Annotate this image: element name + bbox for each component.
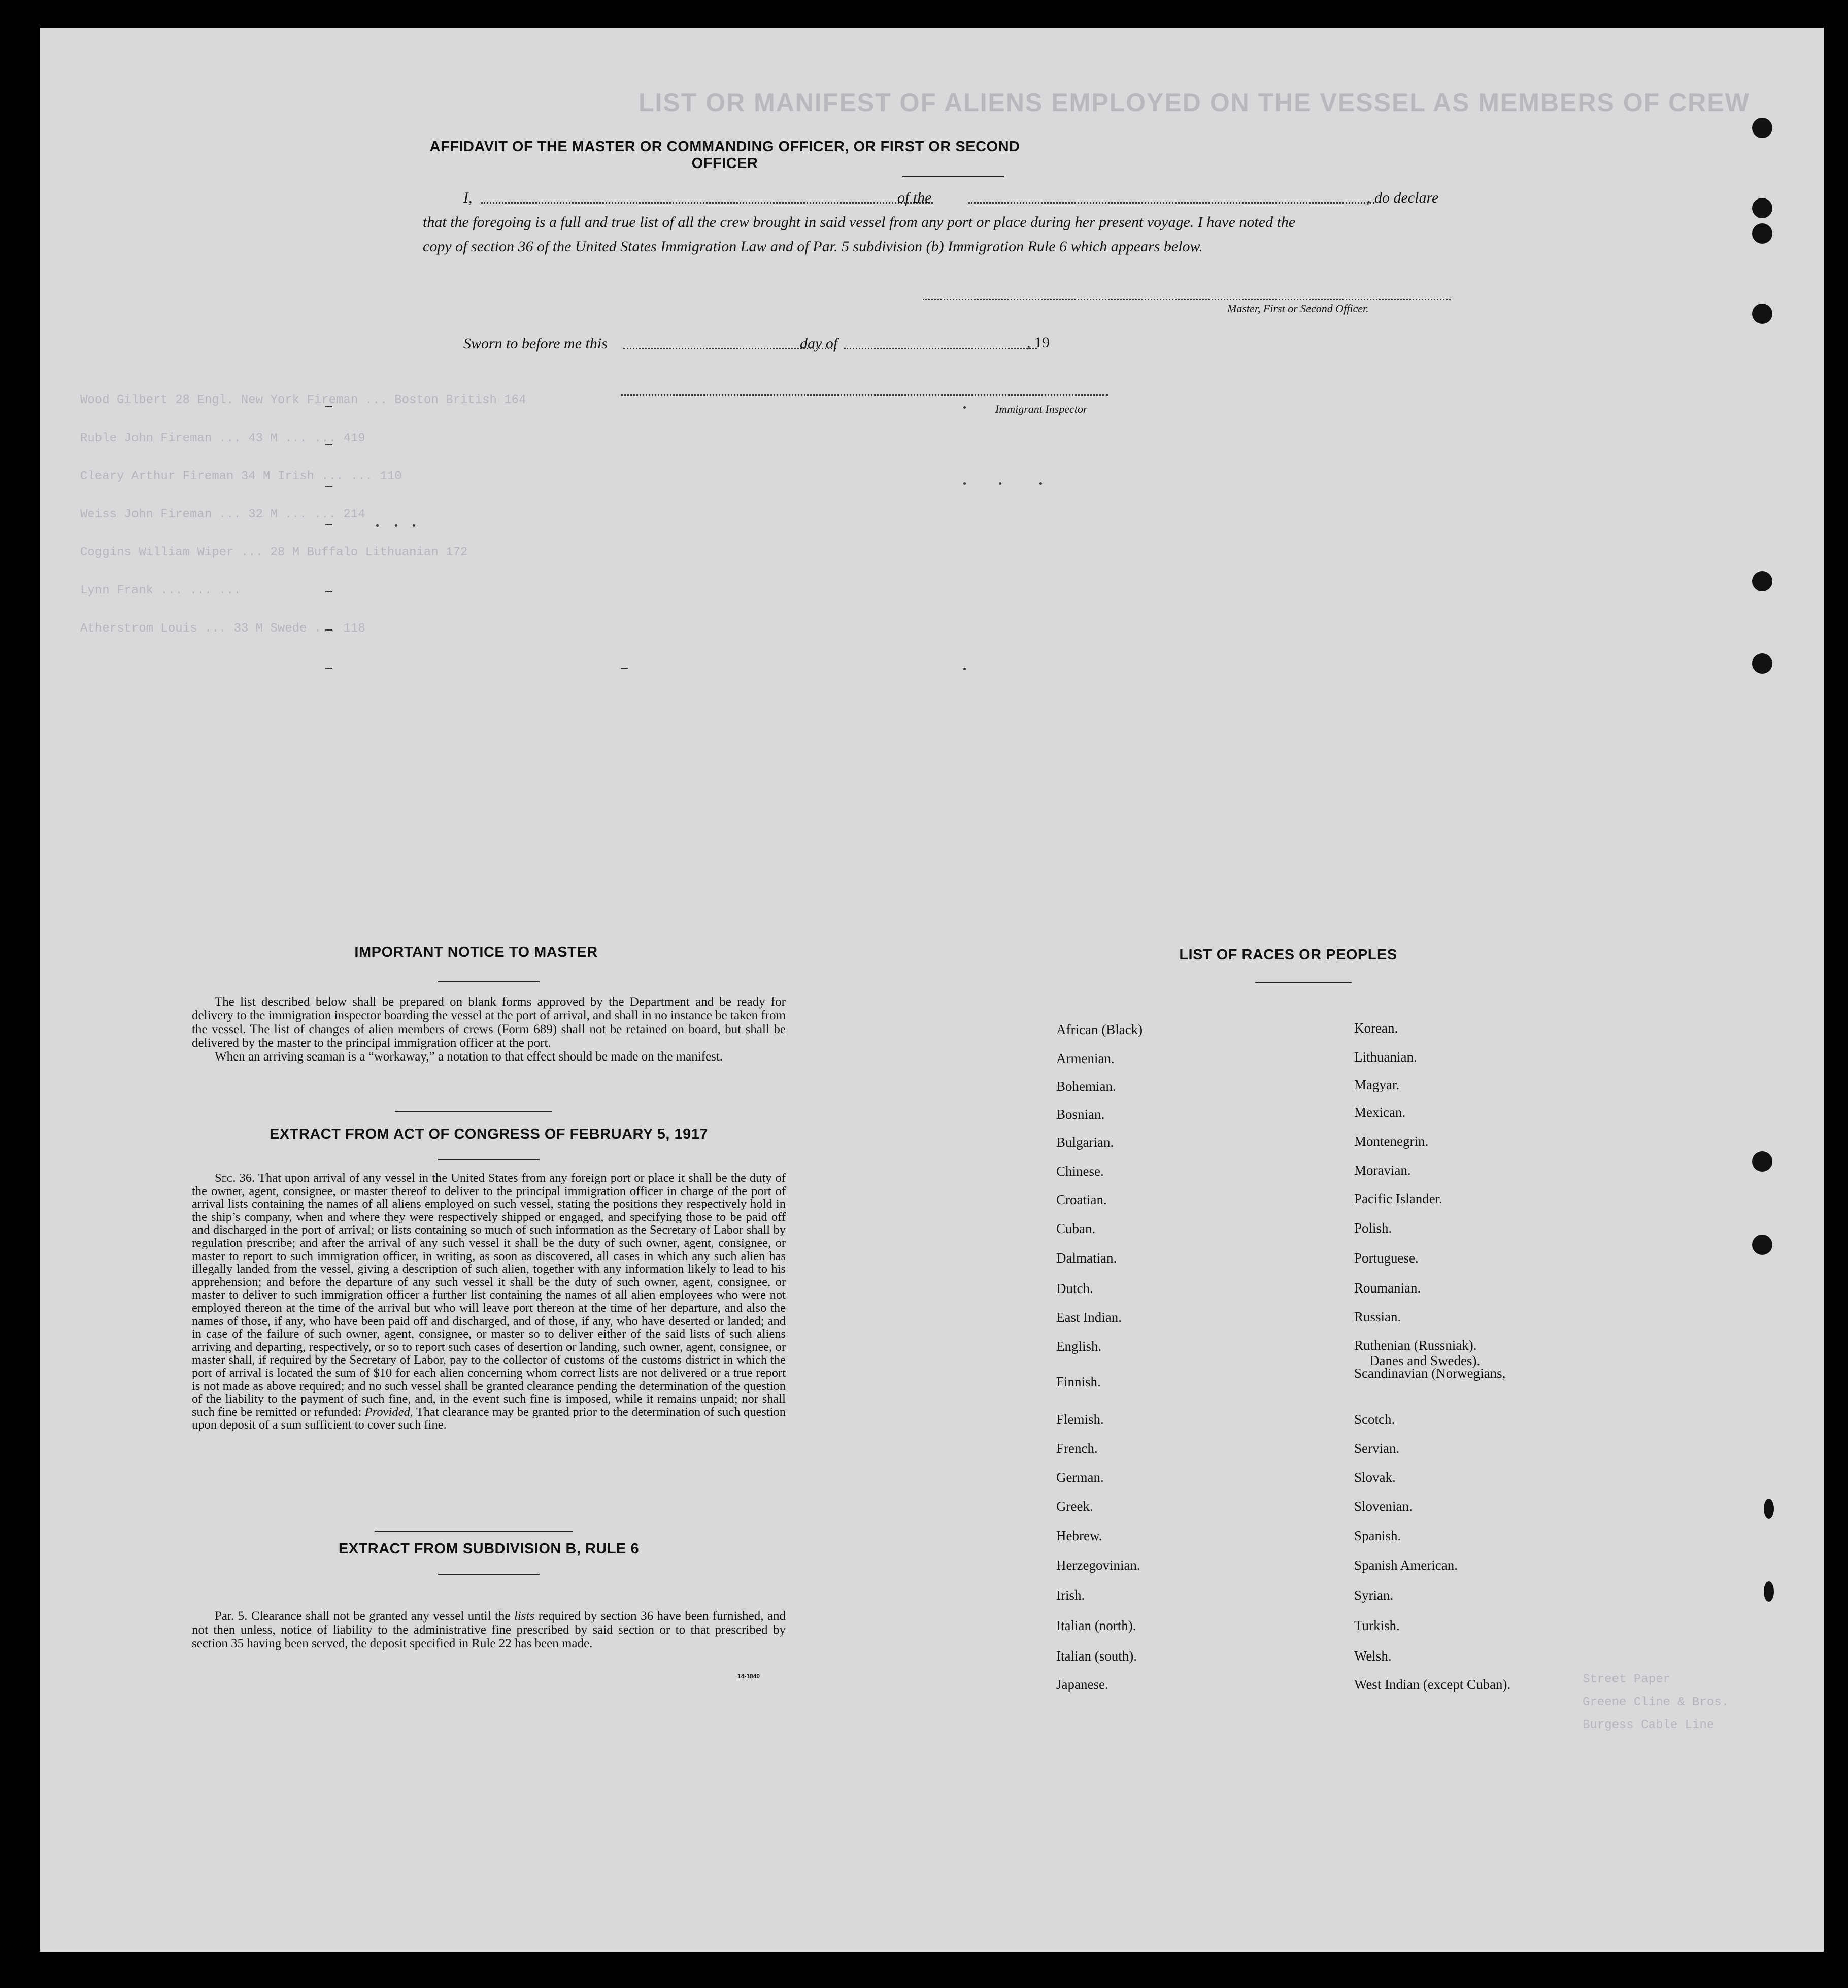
master-signature-line[interactable]	[923, 299, 1451, 300]
race-item: Scandinavian (Norwegians,	[1354, 1366, 1506, 1381]
race-item: Slovak.	[1354, 1470, 1396, 1485]
act-title-rule	[438, 1159, 540, 1160]
mark	[325, 668, 332, 669]
race-item: Portuguese.	[1354, 1250, 1419, 1266]
race-item: English.	[1056, 1339, 1102, 1354]
race-item: Chinese.	[1056, 1164, 1104, 1179]
punch-hole	[1764, 1581, 1774, 1602]
section-label: Sec. 36.	[215, 1171, 255, 1185]
bleed-through-footer-2: Greene Cline & Bros.	[1583, 1696, 1729, 1709]
rule-title-rule	[438, 1574, 540, 1575]
punch-hole	[1764, 1499, 1774, 1519]
race-item: Ruthenian (Russniak).	[1354, 1338, 1477, 1353]
form-number: 14-1840	[737, 1673, 760, 1680]
bleed-through-row: Wood Gilbert 28 Engl. New York Fireman ... Boston British 164	[80, 393, 526, 407]
sworn-label: Sworn to before me this	[463, 335, 608, 352]
punch-hole	[1752, 571, 1772, 591]
bleed-through-header: LIST OR MANIFEST OF ALIENS EMPLOYED ON THE VESSEL AS MEMBERS OF CREW	[639, 88, 1750, 117]
punch-hole	[1752, 1151, 1772, 1172]
mark	[325, 591, 332, 592]
race-item: Bosnian.	[1056, 1107, 1105, 1122]
punch-hole	[1752, 1235, 1772, 1255]
inspector-caption: Immigrant Inspector	[995, 403, 1088, 415]
name-blank[interactable]	[481, 202, 933, 204]
race-item: Dalmatian.	[1056, 1250, 1117, 1266]
race-item: Greek.	[1056, 1499, 1093, 1514]
mark	[963, 406, 966, 409]
race-item: Armenian.	[1056, 1051, 1115, 1066]
master-caption: Master, First or Second Officer.	[1227, 302, 1369, 315]
race-item: Slovenian.	[1354, 1499, 1413, 1514]
mark	[963, 482, 966, 485]
of-the-label: of the	[897, 189, 932, 206]
race-item: Russian.	[1354, 1309, 1401, 1324]
lists-word: lists	[514, 1609, 535, 1623]
race-item: Korean.	[1354, 1020, 1398, 1036]
bleed-through-row: Lynn Frank ... ... ...	[80, 584, 241, 598]
year-label: , 19	[1027, 334, 1050, 351]
mark	[621, 668, 628, 669]
race-item: Bohemian.	[1056, 1079, 1116, 1094]
day-of-label: day of	[800, 335, 838, 352]
race-item: Mexican.	[1354, 1105, 1406, 1120]
notice-paragraph-1: The list described below shall be prepared on blank forms approved by the Department and be ready for delivery to the immigration inspector boarding the vessel at the port of arrival, and shall in no instance be taken from the vessel. The list of changes of alien members of crews (Form 689) shall not be retained on board, but shall be delivered by the master to the principal immigration officer at the port.	[192, 995, 786, 1050]
act-extract-body	[192, 1172, 786, 1432]
races-title: LIST OF RACES OR PEOPLES	[1179, 947, 1397, 963]
act-separator	[375, 1531, 573, 1532]
race-item: Polish.	[1354, 1220, 1392, 1236]
race-item: Spanish.	[1354, 1528, 1401, 1543]
mark	[325, 629, 332, 631]
mark	[963, 668, 966, 670]
race-item: Flemish.	[1056, 1412, 1104, 1427]
bleed-through-row: Ruble John Fireman ... 43 M ... ... 419	[80, 432, 365, 445]
races-title-rule	[1255, 982, 1352, 983]
race-item: Pacific Islander.	[1354, 1191, 1442, 1206]
bleed-through-row: Weiss John Fireman ... 32 M ... ... 214	[80, 508, 365, 521]
race-item: Syrian.	[1354, 1587, 1394, 1603]
race-item: Bulgarian.	[1056, 1135, 1114, 1150]
rule-text-before: Par. 5. Clearance shall not be granted any vessel until the	[215, 1609, 511, 1623]
mark	[325, 524, 332, 525]
provided-word: Provided,	[364, 1405, 413, 1419]
race-item: Croatian.	[1056, 1192, 1107, 1207]
bleed-through-row: Coggins William Wiper ... 28 M Buffalo Lithuanian 172	[80, 546, 468, 559]
mark	[999, 482, 1001, 485]
race-item: African (Black)	[1056, 1022, 1143, 1037]
notice-body	[192, 995, 786, 1064]
bleed-through-footer-1: Street Paper	[1583, 1673, 1670, 1686]
race-item: East Indian.	[1056, 1310, 1122, 1325]
title-rule	[902, 176, 1004, 177]
punch-hole	[1752, 223, 1772, 244]
race-item: Hebrew.	[1056, 1528, 1102, 1543]
mark	[376, 524, 379, 527]
notice-title-rule	[438, 981, 540, 982]
bleed-through-row: Atherstrom Louis ... 33 M Swede ... 118	[80, 622, 365, 636]
race-item: Cuban.	[1056, 1221, 1096, 1236]
document-page	[40, 28, 1824, 1952]
race-item: Japanese.	[1056, 1677, 1108, 1692]
bleed-through-row: Cleary Arthur Fireman 34 M Irish ... ... 110	[80, 470, 402, 483]
punch-hole	[1752, 118, 1772, 138]
race-item: Finnish.	[1056, 1374, 1101, 1389]
affidavit-title: AFFIDAVIT OF THE MASTER OR COMMANDING OFFICER, OR FIRST OR SECOND OFFICER	[429, 139, 1020, 172]
do-declare-label: , do declare	[1367, 189, 1439, 206]
race-item: Welsh.	[1354, 1648, 1392, 1664]
race-item: Spanish American.	[1354, 1558, 1458, 1573]
race-item: Irish.	[1056, 1587, 1085, 1603]
notice-separator	[395, 1111, 552, 1112]
rule-extract-body	[192, 1609, 786, 1650]
rule-text-after: required by section 36 have been furnished, and not then unless, notice of liability to the administrative fine prescribed by said section or to that prescribed by section 35 having been served, the deposit specified in Rule 22 has been made.	[192, 1609, 786, 1650]
mark	[325, 406, 332, 407]
punch-hole	[1752, 304, 1772, 324]
declaration-line-2: copy of section 36 of the United States Immigration Law and of Par. 5 subdivision (b) Immigration Rule 6 which appears below.	[423, 238, 1203, 255]
race-item: Moravian.	[1354, 1163, 1411, 1178]
race-item: Italian (north).	[1056, 1618, 1136, 1633]
race-item: Dutch.	[1056, 1281, 1093, 1296]
race-item: Magyar.	[1354, 1077, 1400, 1092]
race-item: French.	[1056, 1441, 1098, 1456]
mark	[395, 524, 397, 527]
notice-paragraph-2: When an arriving seaman is a “workaway,” a notation to that effect should be made on the manifest.	[215, 1050, 723, 1064]
rule-extract-title: EXTRACT FROM SUBDIVISION B, RULE 6	[338, 1541, 640, 1557]
race-item: German.	[1056, 1470, 1104, 1485]
mark	[1039, 482, 1042, 485]
mark	[325, 444, 332, 445]
race-item: Herzegovinian.	[1056, 1558, 1140, 1573]
inspector-signature-line[interactable]	[621, 394, 1108, 396]
race-item: Montenegrin.	[1354, 1134, 1429, 1149]
mark	[413, 524, 415, 527]
race-item: Turkish.	[1354, 1618, 1400, 1633]
vessel-blank[interactable]	[968, 202, 1374, 204]
scandinavian-continuation: Danes and Swedes).	[1369, 1353, 1481, 1368]
punch-hole	[1752, 653, 1772, 674]
mark	[325, 486, 332, 487]
act-extract-title: EXTRACT FROM ACT OF CONGRESS OF FEBRUARY 5, 1917	[269, 1126, 709, 1142]
race-item: Roumanian.	[1354, 1280, 1421, 1296]
section-36-text-end: That clearance may be granted prior to the determination of such question upon deposit of a sum sufficient to cover such fine.	[192, 1405, 786, 1432]
punch-hole	[1752, 198, 1772, 218]
bleed-through-footer-3: Burgess Cable Line	[1583, 1718, 1715, 1732]
race-item: Italian (south).	[1056, 1648, 1137, 1664]
race-item: Scotch.	[1354, 1412, 1395, 1427]
declaration-line-1: that the foregoing is a full and true list of all the crew brought in said vessel from any port or place during her present voyage. I have noted the	[423, 214, 1296, 230]
sworn-month-blank[interactable]	[844, 348, 1037, 349]
i-label: I,	[463, 189, 473, 206]
section-36-text: That upon arrival of any vessel in the United States from any foreign port or place it shall be the duty of the owner, agent, consignee, or master thereof to deliver to the principal immigration officer in charge of the port of arrival lists containing the names of all aliens employed on such vessel, stating the positions they respectively hold in the ship’s company, when and where they were respectively shipped or engaged, and specifying those to be paid off and discharged in the port of arrival; or lists containing so much of such information as the Secretary of Labor shall by regulation prescribe; and after the arrival of any such vessel it shall be the duty of such owner, agent, consignee, or master to report to such immigration officer, in writing, as soon as discovered, all cases in which any such alien has illegally landed from the vessel, giving a description of such alien, together with any information likely to lead to his apprehension; and before the departure of any such vessel it shall be the duty of such owner, agent, consignee, or master to deliver to such immigration officer a further list containing the names of all alien employees who were not employed thereon at the time of the arrival but who will leave port thereon at the time of her departure, and also the names of those, if any, who have been paid off and discharged, and of those, if any, who have deserted or landed; and in case of the failure of such owner, agent, consignee, or master so to deliver either of the said lists of such aliens arriving and departing, respectively, or so to report such cases of desertion or landing, such owner, agent, consignee, or master shall, if required by the Secretary of Labor, pay to the collector of customs of the customs district in which the port of arrival is located the sum of $10 for each alien concerning whom correct lists are not delivered or a true report is not made as above required; and no such vessel shall be granted clearance pending the determination of the question of the liability to the payment of such fine, and, in the event such fine is imposed, while it remains unpaid; nor shall such fine be remitted or refunded:	[192, 1171, 786, 1419]
race-item: West Indian (except Cuban).	[1354, 1677, 1511, 1692]
race-item: Servian.	[1354, 1441, 1400, 1456]
notice-title: IMPORTANT NOTICE TO MASTER	[354, 944, 598, 960]
race-item: Lithuanian.	[1354, 1049, 1417, 1065]
